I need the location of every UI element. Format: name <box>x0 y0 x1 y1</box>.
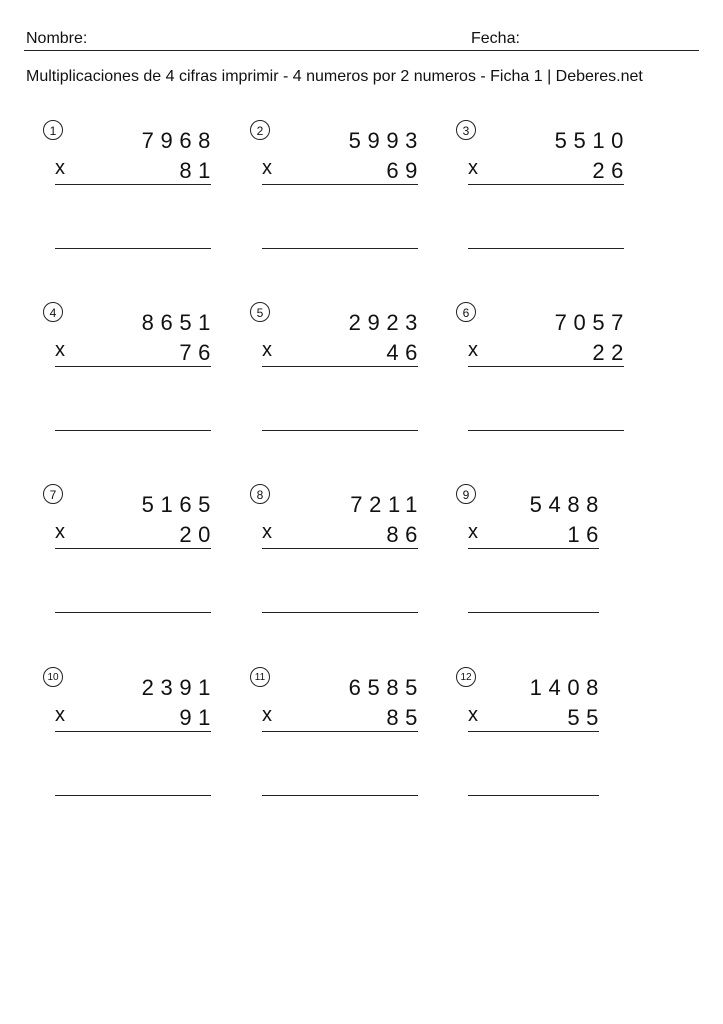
problem-number: 2 <box>250 120 270 140</box>
problem-number: 4 <box>43 302 63 322</box>
multiplier: 16 <box>567 522 605 547</box>
operation-line <box>262 548 418 549</box>
problem-number: 8 <box>250 484 270 504</box>
multiplicand: 5993 <box>348 128 424 153</box>
multiply-sign: x <box>55 339 65 361</box>
multiply-sign: x <box>262 157 272 179</box>
answer-line[interactable] <box>55 430 211 431</box>
multiplier: 46 <box>386 340 424 365</box>
answer-line[interactable] <box>262 795 418 796</box>
problem-number: 10 <box>43 667 63 687</box>
multiplier: 20 <box>179 522 217 547</box>
problem-number: 3 <box>456 120 476 140</box>
multiply-sign: x <box>468 157 478 179</box>
answer-line[interactable] <box>468 795 599 796</box>
multiplier: 76 <box>179 340 217 365</box>
operation-line <box>55 184 211 185</box>
answer-line[interactable] <box>262 430 418 431</box>
multiply-sign: x <box>55 157 65 179</box>
multiply-sign: x <box>262 339 272 361</box>
problem-7 <box>43 484 217 624</box>
multiplicand: 7211 <box>350 492 424 517</box>
problem-8 <box>250 484 424 624</box>
multiply-sign: x <box>468 339 478 361</box>
answer-line[interactable] <box>468 430 624 431</box>
multiplier: 26 <box>592 158 630 183</box>
answer-line[interactable] <box>55 612 211 613</box>
multiply-sign: x <box>55 521 65 543</box>
problem-6 <box>456 302 630 442</box>
multiplier: 55 <box>567 705 605 730</box>
multiplicand: 5488 <box>529 492 605 517</box>
problem-number: 6 <box>456 302 476 322</box>
multiplicand: 2923 <box>348 310 424 335</box>
multiplier: 85 <box>386 705 424 730</box>
problem-12 <box>456 667 616 807</box>
answer-line[interactable] <box>262 612 418 613</box>
answer-line[interactable] <box>468 612 599 613</box>
problem-1 <box>43 120 217 260</box>
multiplicand: 6585 <box>348 675 424 700</box>
operation-line <box>55 366 211 367</box>
multiply-sign: x <box>55 704 65 726</box>
operation-line <box>55 731 211 732</box>
multiplier: 91 <box>179 705 217 730</box>
operation-line <box>468 366 624 367</box>
problem-2 <box>250 120 424 260</box>
operation-line <box>262 366 418 367</box>
multiplier: 81 <box>179 158 217 183</box>
answer-line[interactable] <box>55 795 211 796</box>
multiplier: 86 <box>386 522 424 547</box>
problem-9 <box>456 484 616 624</box>
problem-number: 5 <box>250 302 270 322</box>
multiplicand: 5165 <box>141 492 217 517</box>
multiplicand: 2391 <box>141 675 217 700</box>
operation-line <box>468 548 599 549</box>
problem-number: 9 <box>456 484 476 504</box>
header-divider <box>24 50 699 51</box>
problem-5 <box>250 302 424 442</box>
answer-line[interactable] <box>55 248 211 249</box>
multiply-sign: x <box>262 704 272 726</box>
date-label: Fecha: <box>471 30 520 47</box>
multiplicand: 8651 <box>141 310 217 335</box>
multiplicand: 5510 <box>554 128 630 153</box>
problem-number: 1 <box>43 120 63 140</box>
problem-number: 11 <box>250 667 270 687</box>
problem-11 <box>250 667 424 807</box>
problem-number: 12 <box>456 667 476 687</box>
multiply-sign: x <box>262 521 272 543</box>
worksheet-title: Multiplicaciones de 4 cifras imprimir - 4 numeros por 2 numeros - Ficha 1 | Deberes.net <box>26 68 643 85</box>
problem-10 <box>43 667 217 807</box>
answer-line[interactable] <box>468 248 624 249</box>
operation-line <box>262 731 418 732</box>
problem-3 <box>456 120 630 260</box>
operation-line <box>55 548 211 549</box>
multiplier: 22 <box>592 340 630 365</box>
multiplicand: 7968 <box>141 128 217 153</box>
operation-line <box>468 731 599 732</box>
multiplier: 69 <box>386 158 424 183</box>
operation-line <box>468 184 624 185</box>
operation-line <box>262 184 418 185</box>
problem-4 <box>43 302 217 442</box>
multiplicand: 7057 <box>554 310 630 335</box>
name-label: Nombre: <box>26 30 88 47</box>
multiply-sign: x <box>468 704 478 726</box>
multiply-sign: x <box>468 521 478 543</box>
multiplicand: 1408 <box>529 675 605 700</box>
problem-number: 7 <box>43 484 63 504</box>
answer-line[interactable] <box>262 248 418 249</box>
